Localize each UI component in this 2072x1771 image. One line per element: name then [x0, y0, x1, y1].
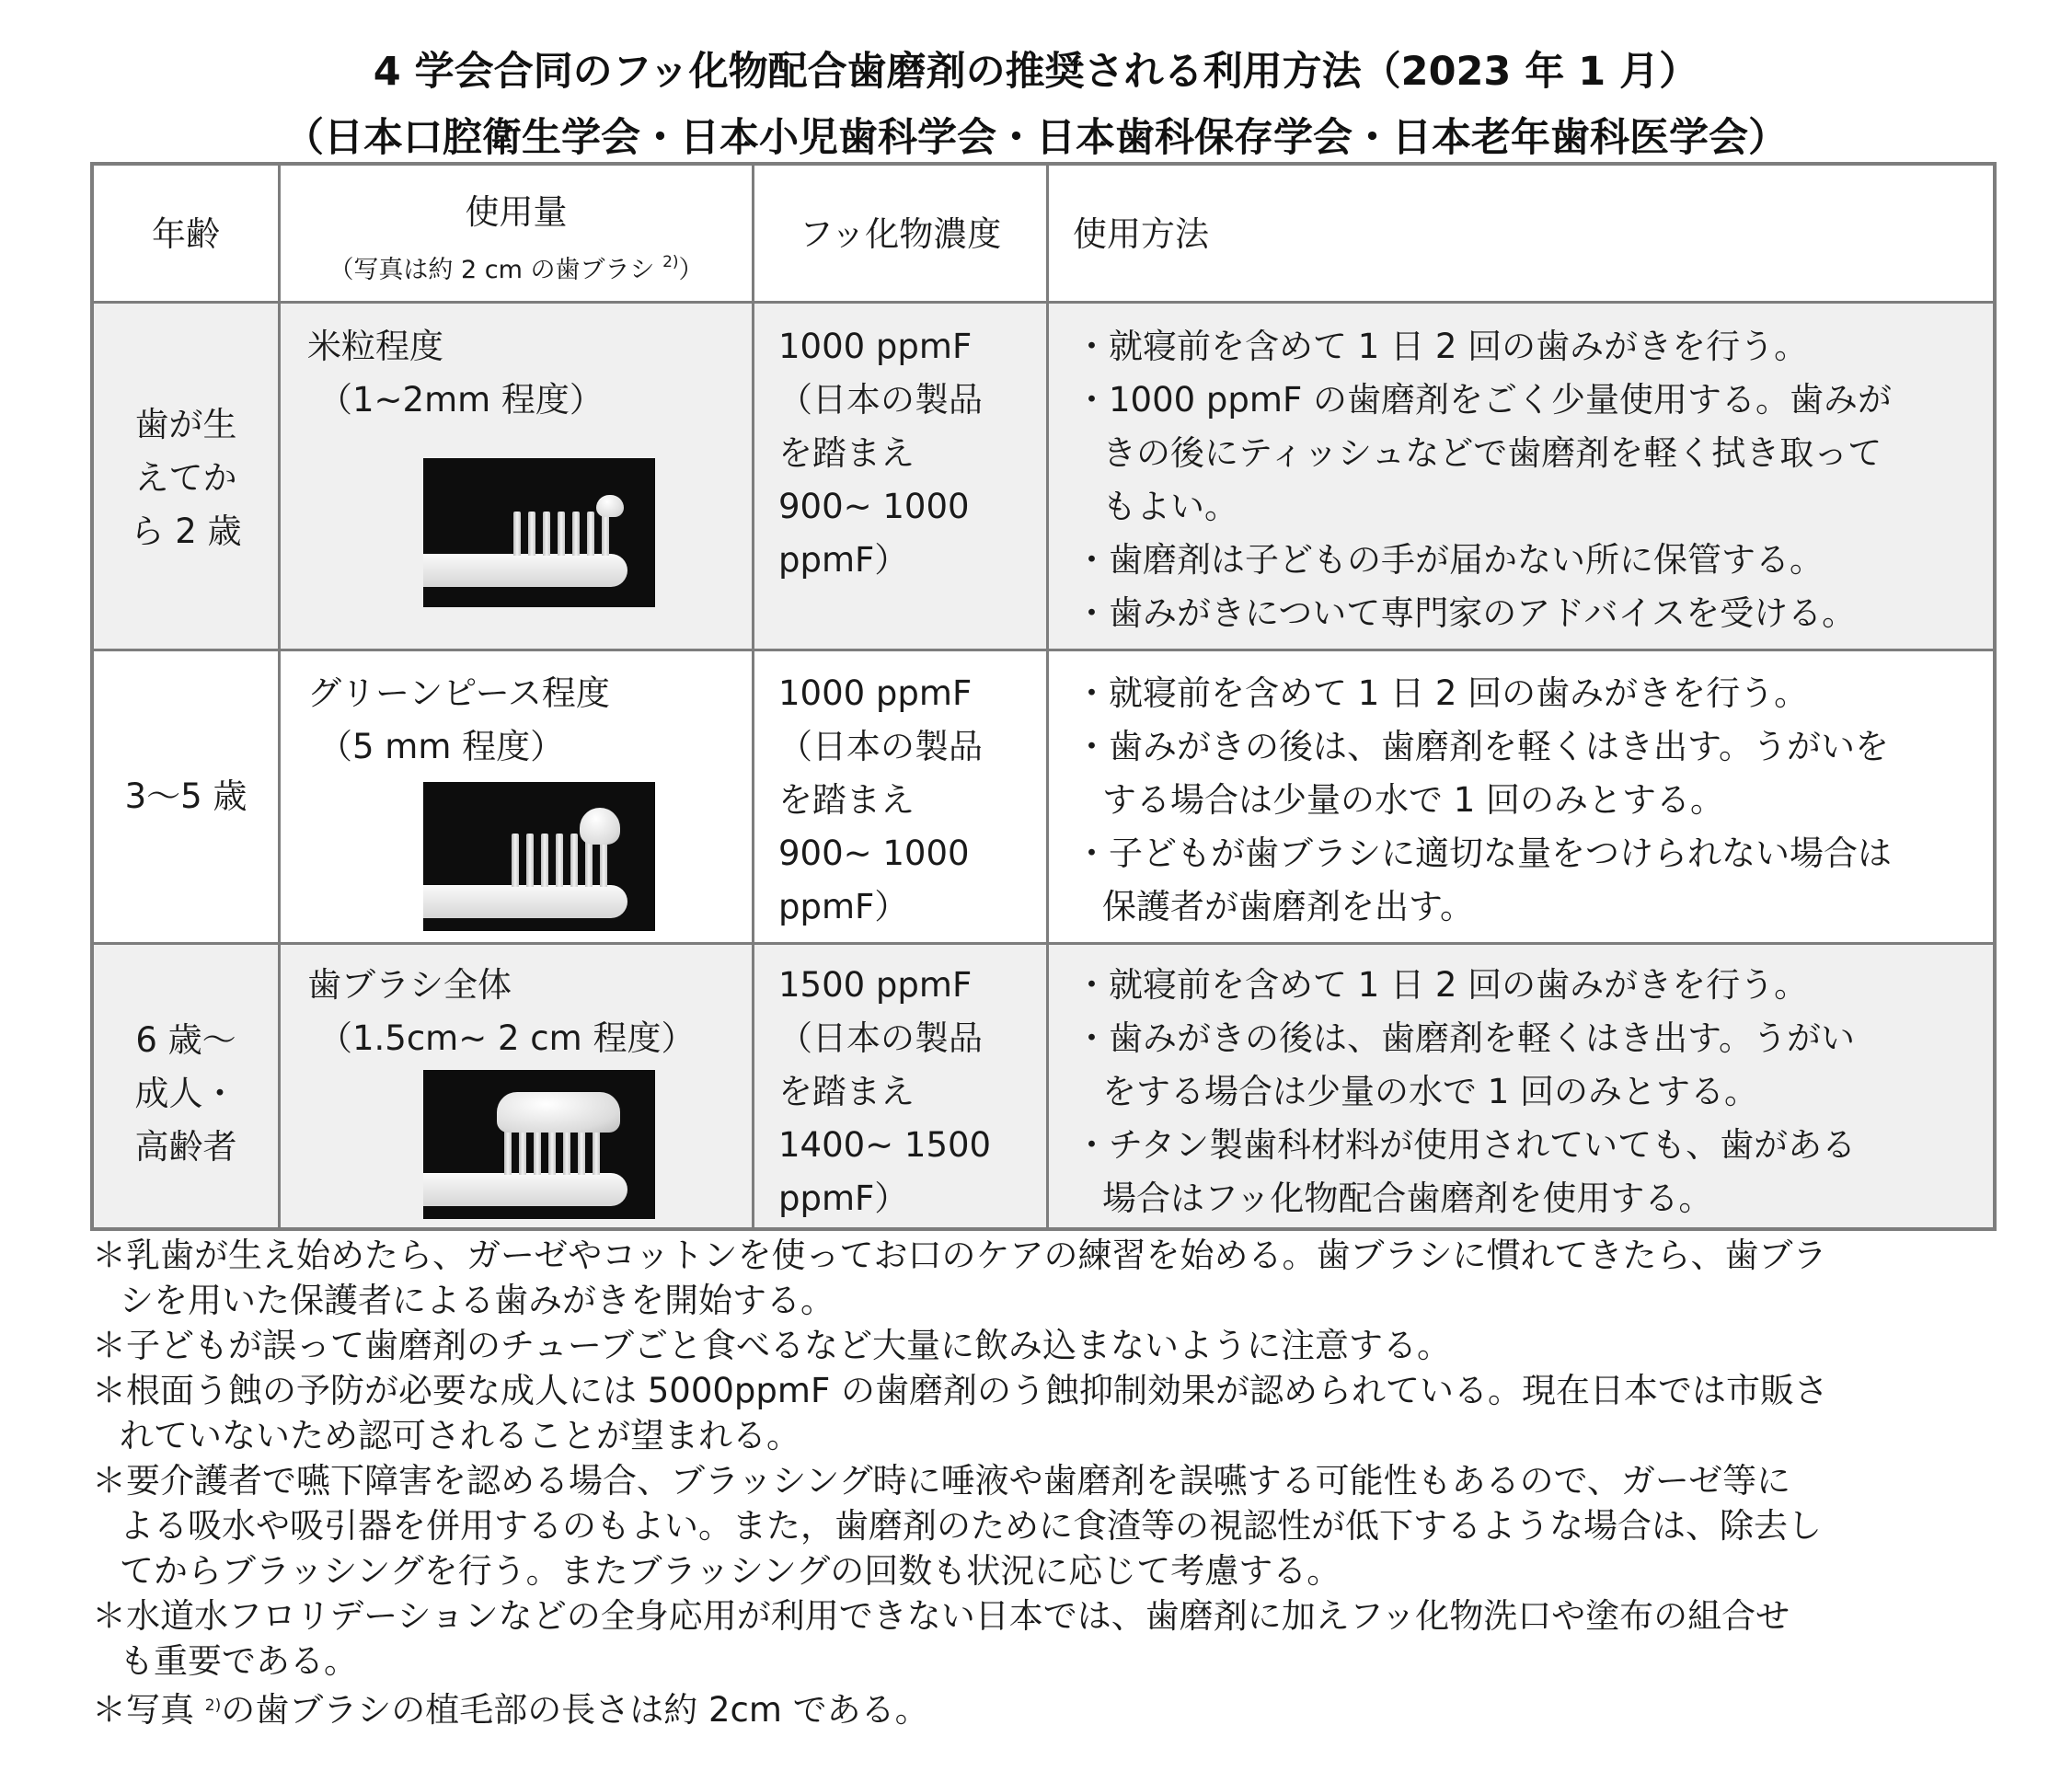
toothbrush-rice-grain-icon	[423, 458, 655, 607]
age-cell: 歯が生 えてか ら 2 歳	[130, 405, 242, 551]
header-fluoride: フッ化物濃度	[799, 214, 1002, 254]
footnote: ＊子どもが誤って歯磨剤のチューブごと食べるなど大量に飲み込まないように注意する。	[92, 1326, 1452, 1365]
footnote: ＊水道水フロリデーションなどの全身応用が利用できない日本では、歯磨剤に加えフッ化物洗口や塗布の組合せ も重要である。	[92, 1596, 1790, 1681]
method-cell: ・就寝前を含めて 1 日 2 回の歯みがきを行う。 ・1000 ppmF の歯磨剤をごく少量使用する。歯みが きの後にティッシュなどで歯磨剤を軽く拭き取って もよい。 ・歯磨剤は子どもの手が届かない所に保管する。 ・歯みがきについて専門家のアドバイスを受ける。	[1075, 327, 1892, 633]
document-subtitle: （日本口腔衛生学会・日本小児歯科学会・日本歯科保存学会・日本老年歯科医学会）	[284, 115, 1788, 161]
document-title: 4 学会合同のフッ化物配合歯磨剤の推奨される利用方法（2023 年 1 月）	[373, 49, 1699, 95]
divider	[752, 166, 754, 1227]
divider	[94, 649, 1993, 651]
method-cell: ・就寝前を含めて 1 日 2 回の歯みがきを行う。 ・歯みがきの後は、歯磨剤を軽くはき出す。うがい をする場合は少量の水で 1 回のみとする。 ・チタン製歯科材料が使用されていても、歯がある 場合はフッ化物配合歯磨剤を使用する。	[1075, 965, 1857, 1218]
footnote: ＊要介護者で嚥下障害を認める場合、ブラッシング時に唾液や歯磨剤を誤嚥する可能性もあるので、ガーゼ等に よる吸水や吸引器を併用するのもよい。また，歯磨剤のために食渣等の視認性が低下するような場合は、除去し てからブラッシングを行う。またブラッシングの回数も状況に応じて考慮する。	[92, 1461, 1822, 1591]
fluoride-cell: 1000 ppmF （日本の製品 を踏まえ 900~ 1000 ppmF）	[778, 327, 983, 580]
footnote: ＊写真 $^{2)}$の歯ブラシの植毛部の長さは約 2cm である。	[92, 1690, 929, 1730]
header-amount-note: （写真は約 2 cm の歯ブラシ $^{2)}$）	[328, 253, 704, 284]
amount-cell: グリーンピース程度 （5 mm 程度）	[307, 673, 610, 766]
age-cell: 6 歳～ 成人・ 高齢者	[134, 1020, 237, 1167]
divider	[278, 166, 281, 1227]
toothbrush-green-pea-icon	[423, 782, 655, 931]
header-amount: 使用量	[465, 192, 568, 232]
footnote: ＊根面う蝕の予防が必要な成人には 5000ppmF の歯磨剤のう蝕抑制効果が認められている。現在日本では市販さ れていないため認可されることが望まれる。	[92, 1371, 1828, 1455]
recommendation-table	[90, 162, 1997, 1231]
amount-cell: 米粒程度 （1~2mm 程度）	[307, 327, 604, 420]
header-method: 使用方法	[1073, 214, 1209, 254]
toothbrush-full-head-icon	[423, 1070, 655, 1219]
fluoride-cell: 1000 ppmF （日本の製品 を踏まえ 900~ 1000 ppmF）	[778, 673, 983, 926]
divider	[94, 301, 1993, 304]
amount-cell: 歯ブラシ全体 （1.5cm~ 2 cm 程度）	[307, 965, 696, 1058]
age-cell: 3～5 歳	[124, 776, 247, 816]
header-age: 年齢	[152, 214, 220, 254]
footnote: ＊乳歯が生え始めたら、ガーゼやコットンを使ってお口のケアの練習を始める。歯ブラシに慣れてきたら、歯ブラ シを用いた保護者による歯みがきを開始する。	[92, 1236, 1827, 1320]
divider	[94, 942, 1993, 945]
divider	[1046, 166, 1049, 1227]
footnotes	[92, 1233, 2024, 1732]
method-cell: ・就寝前を含めて 1 日 2 回の歯みがきを行う。 ・歯みがきの後は、歯磨剤を軽くはき出す。うがいを する場合は少量の水で 1 回のみとする。 ・子どもが歯ブラシに適切な量をつけられない場合は 保護者が歯磨剤を出す。	[1075, 673, 1892, 926]
fluoride-cell: 1500 ppmF （日本の製品 を踏まえ 1400~ 1500 ppmF）	[778, 965, 992, 1218]
